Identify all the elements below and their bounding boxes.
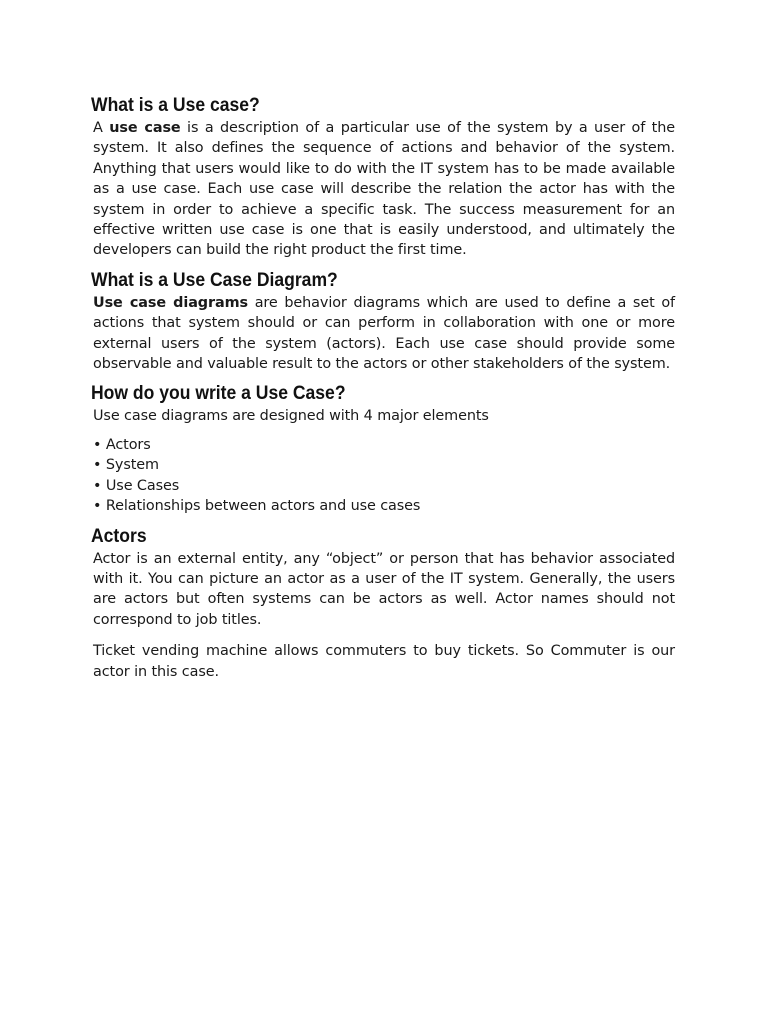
bold-term-use-case-diagrams: Use case diagrams xyxy=(93,294,248,311)
paragraph-prefix: A xyxy=(93,120,110,136)
section-what-is-use-case xyxy=(91,93,675,261)
list-item: • System xyxy=(93,457,159,474)
heading-what-is-use-case: What is a Use case? xyxy=(91,94,260,116)
heading-actors: Actors xyxy=(91,524,147,547)
paragraph-use-case-definition xyxy=(91,118,675,261)
heading-what-is-use-case-diagram: What is a Use Case Diagram? xyxy=(91,268,338,291)
paragraph-actor-example: Ticket vending machine allows commuters to buy tickets. So Commuter is our actor in this case. xyxy=(93,643,675,680)
paragraph-major-elements-intro: Use case diagrams are designed with 4 major elements xyxy=(93,408,489,425)
heading-how-to-write-use-case: How do you write a Use Case? xyxy=(91,382,346,405)
bold-term-use-case: use case xyxy=(109,120,181,136)
paragraph-body: are behavior diagrams which are used to define a set of actions that system should or can perform in collaboration with one or more external users of the system (actors). Each use case should provide some observable and valuable result to the actors or other stakeholders of the system. xyxy=(93,294,675,373)
section-what-is-use-case-diagram xyxy=(91,268,675,375)
list-item: • Use Cases xyxy=(93,477,180,494)
document-page xyxy=(91,93,675,689)
paragraph-use-case-diagram-definition xyxy=(91,293,675,375)
paragraph-body: is a description of a particular use of the system by a user of the system. It also defines the sequence of actions and behavior of the system. Anything that users would like to do with the IT system has to be made available as a use case. Each use case will describe the relation the actor has with the system in order to achieve a specific task. The success measurement for an effective written use case is one that is easily understood, and ultimately the developers can build the right product the first time. xyxy=(93,120,675,259)
list-item: • Actors xyxy=(93,436,151,453)
list-item: • Relationships between actors and use cases xyxy=(93,498,421,515)
section-actors xyxy=(91,524,675,682)
paragraph-actor-definition: Actor is an external entity, any “object” or person that has behavior associated with it. You can picture an actor as a user of the IT system. Generally, the users are actors but often systems can be actors as well. Actor names should not correspond to job titles. xyxy=(93,550,675,628)
major-elements-list xyxy=(91,435,675,517)
section-how-to-write-use-case xyxy=(91,381,675,516)
